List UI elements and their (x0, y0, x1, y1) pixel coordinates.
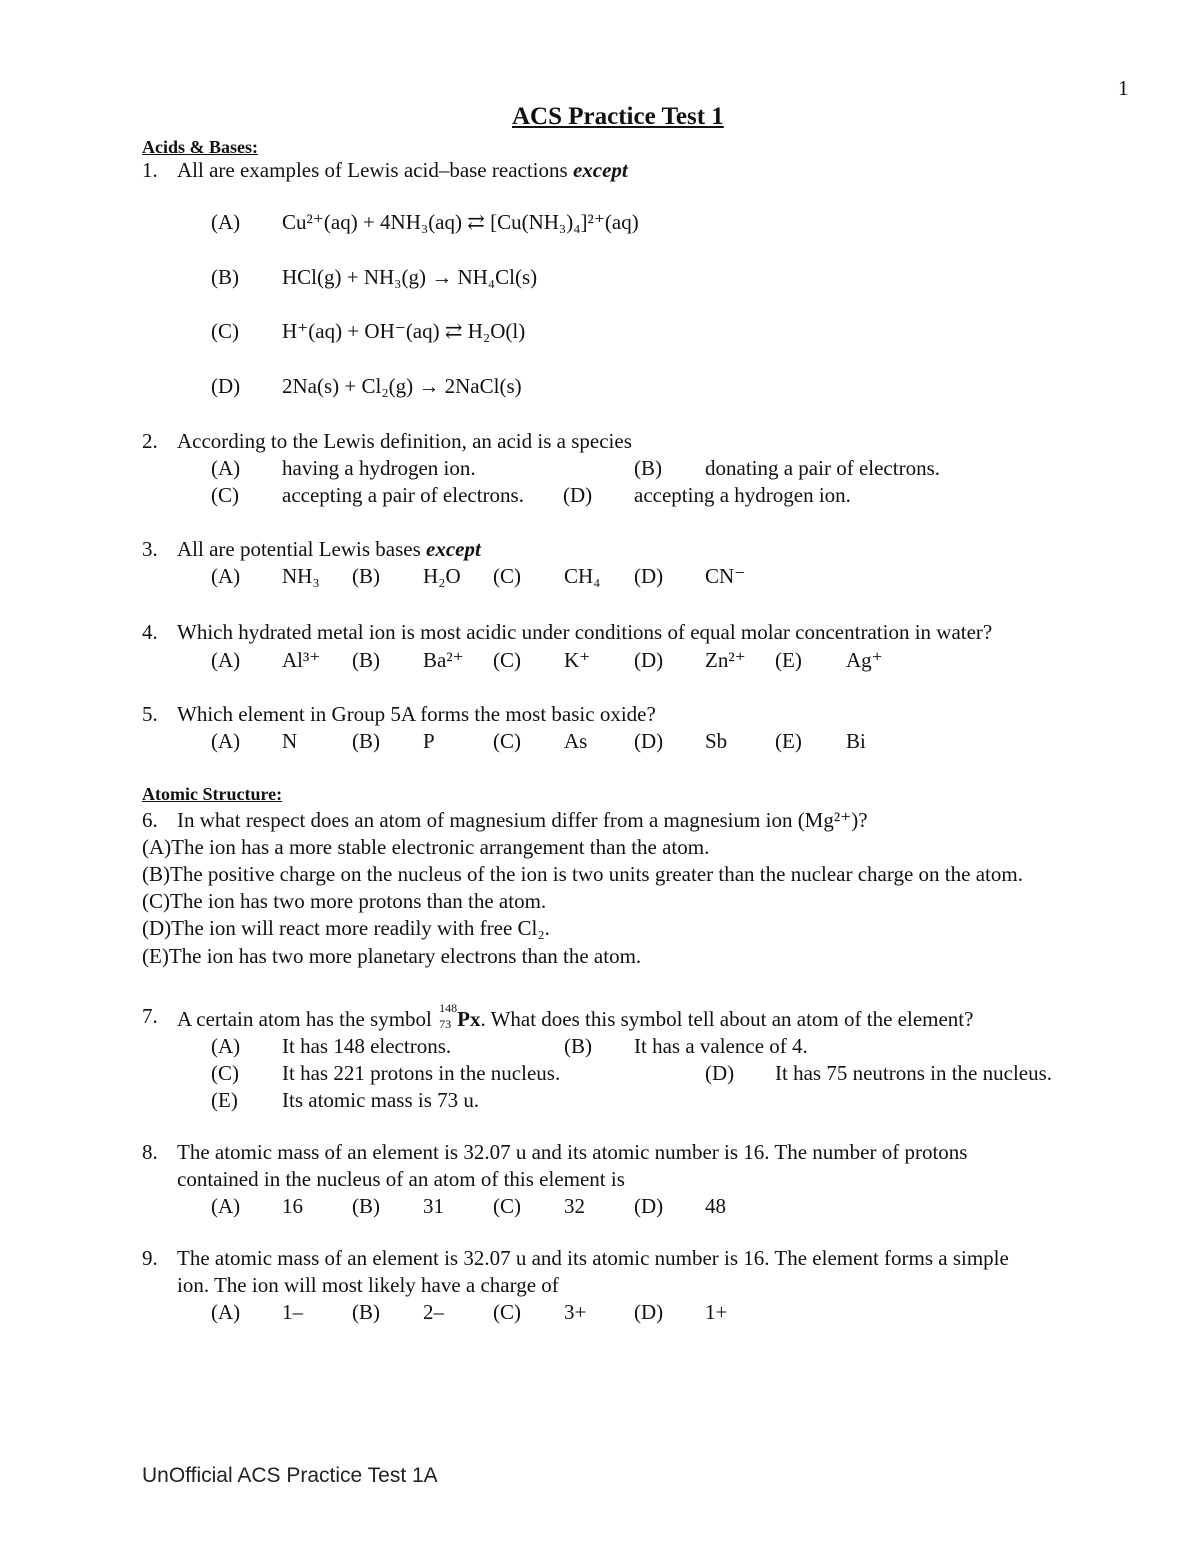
q5-option-b-letter: (B) (352, 729, 380, 753)
q4-option-a-text: Al³⁺ (282, 648, 321, 672)
question-5-number: 5. (142, 702, 158, 726)
q2-option-a-text: having a hydrogen ion. (282, 456, 476, 480)
section-heading-acids-bases: Acids & Bases: (142, 137, 258, 157)
q9-option-b-text: 2– (423, 1300, 444, 1324)
q8-option-b-text: 31 (423, 1194, 444, 1218)
section-heading-atomic-structure: Atomic Structure: (142, 784, 283, 804)
q9-option-a-text: 1– (282, 1300, 303, 1324)
q3-option-d-text: CN⁻ (705, 564, 746, 588)
q4-option-b-text: Ba²⁺ (423, 648, 464, 672)
question-3-number: 3. (142, 537, 158, 561)
question-6-number: 6. (142, 808, 158, 832)
q7-option-d-letter: (D) (705, 1061, 735, 1085)
q7-option-b-letter: (B) (564, 1034, 592, 1058)
question-3-stem-text: All are potential Lewis bases (177, 537, 421, 561)
question-8-number: 8. (142, 1140, 158, 1164)
question-2-number: 2. (142, 429, 158, 453)
page-title: ACS Practice Test 1 (512, 103, 724, 130)
q5-option-d-text: Sb (705, 729, 728, 753)
q9-option-d-letter: (D) (634, 1300, 664, 1324)
question-3-except: except (426, 537, 481, 561)
q7-option-a-letter: (A) (211, 1034, 241, 1058)
q5-option-b-text: P (423, 729, 435, 753)
q2-option-d-text: accepting a hydrogen ion. (634, 483, 851, 507)
q3-option-c-letter: (C) (493, 564, 521, 588)
isotope-atomic-number: 73 (439, 1017, 452, 1031)
q3-option-b-text: H₂O (423, 564, 461, 588)
q9-option-b-letter: (B) (352, 1300, 380, 1324)
question-1-except: except (572, 158, 628, 182)
q1-option-d-equation: 2Na(s) + Cl₂(g) → 2NaCl(s) (282, 374, 522, 398)
q7-option-e-text: Its atomic mass is 73 u. (282, 1088, 480, 1112)
question-7-stem (177, 1001, 974, 1031)
q9-option-c-letter: (C) (493, 1300, 521, 1324)
isotope-symbol: Px (457, 1007, 481, 1031)
q2-option-b-text: donating a pair of electrons. (705, 456, 940, 480)
q5-option-e-text: Bi (846, 729, 866, 753)
q4-option-e-text: Ag⁺ (846, 648, 883, 672)
q2-option-b-letter: (B) (634, 456, 662, 480)
q6-option-d: (D)The ion will react more readily with free Cl₂. (142, 916, 550, 940)
q1-option-c-equation: H⁺(aq) + OH⁻(aq) ⇄ H₂O(l) (282, 319, 526, 343)
q6-option-a: (A)The ion has a more stable electronic arrangement than the atom. (142, 835, 710, 859)
q5-option-a-text: N (282, 729, 298, 753)
q5-option-c-text: As (564, 729, 588, 753)
q8-option-c-letter: (C) (493, 1194, 521, 1218)
q4-option-e-letter: (E) (775, 648, 802, 672)
page-footer: UnOfficial ACS Practice Test 1A (142, 1464, 438, 1487)
question-8-stem-line-2: contained in the nucleus of an atom of this element is (177, 1167, 625, 1191)
q7-option-a-text: It has 148 electrons. (282, 1034, 452, 1058)
question-4-stem: Which hydrated metal ion is most acidic under conditions of equal molar concentration in water? (177, 620, 993, 644)
q3-option-a-text: NH₃ (282, 564, 320, 588)
question-9-stem-line-1: The atomic mass of an element is 32.07 u and its atomic number is 16. The element forms a simple (177, 1246, 1009, 1270)
q1-option-b-equation: HCl(g) + NH₃(g) → NH₄Cl(s) (282, 265, 538, 289)
q1-option-b-letter: (B) (211, 265, 239, 289)
question-5-stem: Which element in Group 5A forms the most basic oxide? (177, 702, 656, 726)
page-number: 1 (1118, 76, 1129, 100)
q2-option-d-letter: (D) (563, 483, 593, 507)
isotope-mass-number: 148 (439, 1001, 458, 1015)
question-1-stem (177, 160, 628, 181)
q8-option-d-text: 48 (705, 1194, 726, 1218)
q2-option-c-text: accepting a pair of electrons. (282, 483, 524, 507)
q3-option-b-letter: (B) (352, 564, 380, 588)
q2-option-a-letter: (A) (211, 456, 241, 480)
q8-option-c-text: 32 (564, 1194, 585, 1218)
q1-option-d-letter: (D) (211, 374, 241, 398)
q5-option-d-letter: (D) (634, 729, 664, 753)
q5-option-a-letter: (A) (211, 729, 241, 753)
q7-option-d-text: It has 75 neutrons in the nucleus. (775, 1061, 1053, 1085)
q1-option-a-letter: (A) (211, 210, 241, 234)
q1-option-a-equation: Cu²⁺(aq) + 4NH₃(aq) ⇄ [Cu(NH₃)₄]²⁺(aq) (282, 210, 639, 234)
q8-option-a-text: 16 (282, 1194, 303, 1218)
q7-option-b-text: It has a valence of 4. (634, 1034, 808, 1058)
q1-option-c-letter: (C) (211, 319, 239, 343)
isotope-notation (437, 1001, 458, 1031)
question-6-stem: In what respect does an atom of magnesium differ from a magnesium ion (Mg²⁺)? (177, 808, 868, 832)
question-9-number: 9. (142, 1246, 158, 1270)
q9-option-d-text: 1+ (705, 1300, 728, 1324)
question-1-stem-text: All are examples of Lewis acid–base reactions (177, 158, 568, 182)
q5-option-e-letter: (E) (775, 729, 802, 753)
q6-option-b: (B)The positive charge on the nucleus of the ion is two units greater than the nuclear charge on the atom. (142, 862, 1023, 886)
question-2-stem: According to the Lewis definition, an acid is a species (177, 429, 632, 453)
q8-option-d-letter: (D) (634, 1194, 664, 1218)
q8-option-b-letter: (B) (352, 1194, 380, 1218)
q9-option-a-letter: (A) (211, 1300, 241, 1324)
q4-option-c-text: K⁺ (564, 648, 591, 672)
question-8-stem-line-1: The atomic mass of an element is 32.07 u and its atomic number is 16. The number of protons (177, 1140, 968, 1164)
question-3-stem (177, 539, 481, 560)
q7-option-e-letter: (E) (211, 1088, 238, 1112)
q9-option-c-text: 3+ (564, 1300, 587, 1324)
question-7-number: 7. (142, 1004, 158, 1028)
question-7-stem-start: A certain atom has the symbol (177, 1007, 432, 1031)
q3-option-d-letter: (D) (634, 564, 664, 588)
q4-option-a-letter: (A) (211, 648, 241, 672)
question-1-number: 1. (142, 158, 158, 182)
q6-option-e: (E)The ion has two more planetary electrons than the atom. (142, 944, 642, 968)
q2-option-c-letter: (C) (211, 483, 239, 507)
q4-option-c-letter: (C) (493, 648, 521, 672)
q7-option-c-text: It has 221 protons in the nucleus. (282, 1061, 561, 1085)
q5-option-c-letter: (C) (493, 729, 521, 753)
q7-option-c-letter: (C) (211, 1061, 239, 1085)
question-7-stem-end: . What does this symbol tell about an atom of the element? (480, 1007, 974, 1031)
q3-option-a-letter: (A) (211, 564, 241, 588)
q4-option-d-letter: (D) (634, 648, 664, 672)
question-4-number: 4. (142, 620, 158, 644)
question-9-stem-line-2: ion. The ion will most likely have a charge of (177, 1273, 559, 1297)
q4-option-d-text: Zn²⁺ (705, 648, 746, 672)
q3-option-c-text: CH₄ (564, 564, 601, 588)
q4-option-b-letter: (B) (352, 648, 380, 672)
q8-option-a-letter: (A) (211, 1194, 241, 1218)
q6-option-c: (C)The ion has two more protons than the atom. (142, 889, 547, 913)
